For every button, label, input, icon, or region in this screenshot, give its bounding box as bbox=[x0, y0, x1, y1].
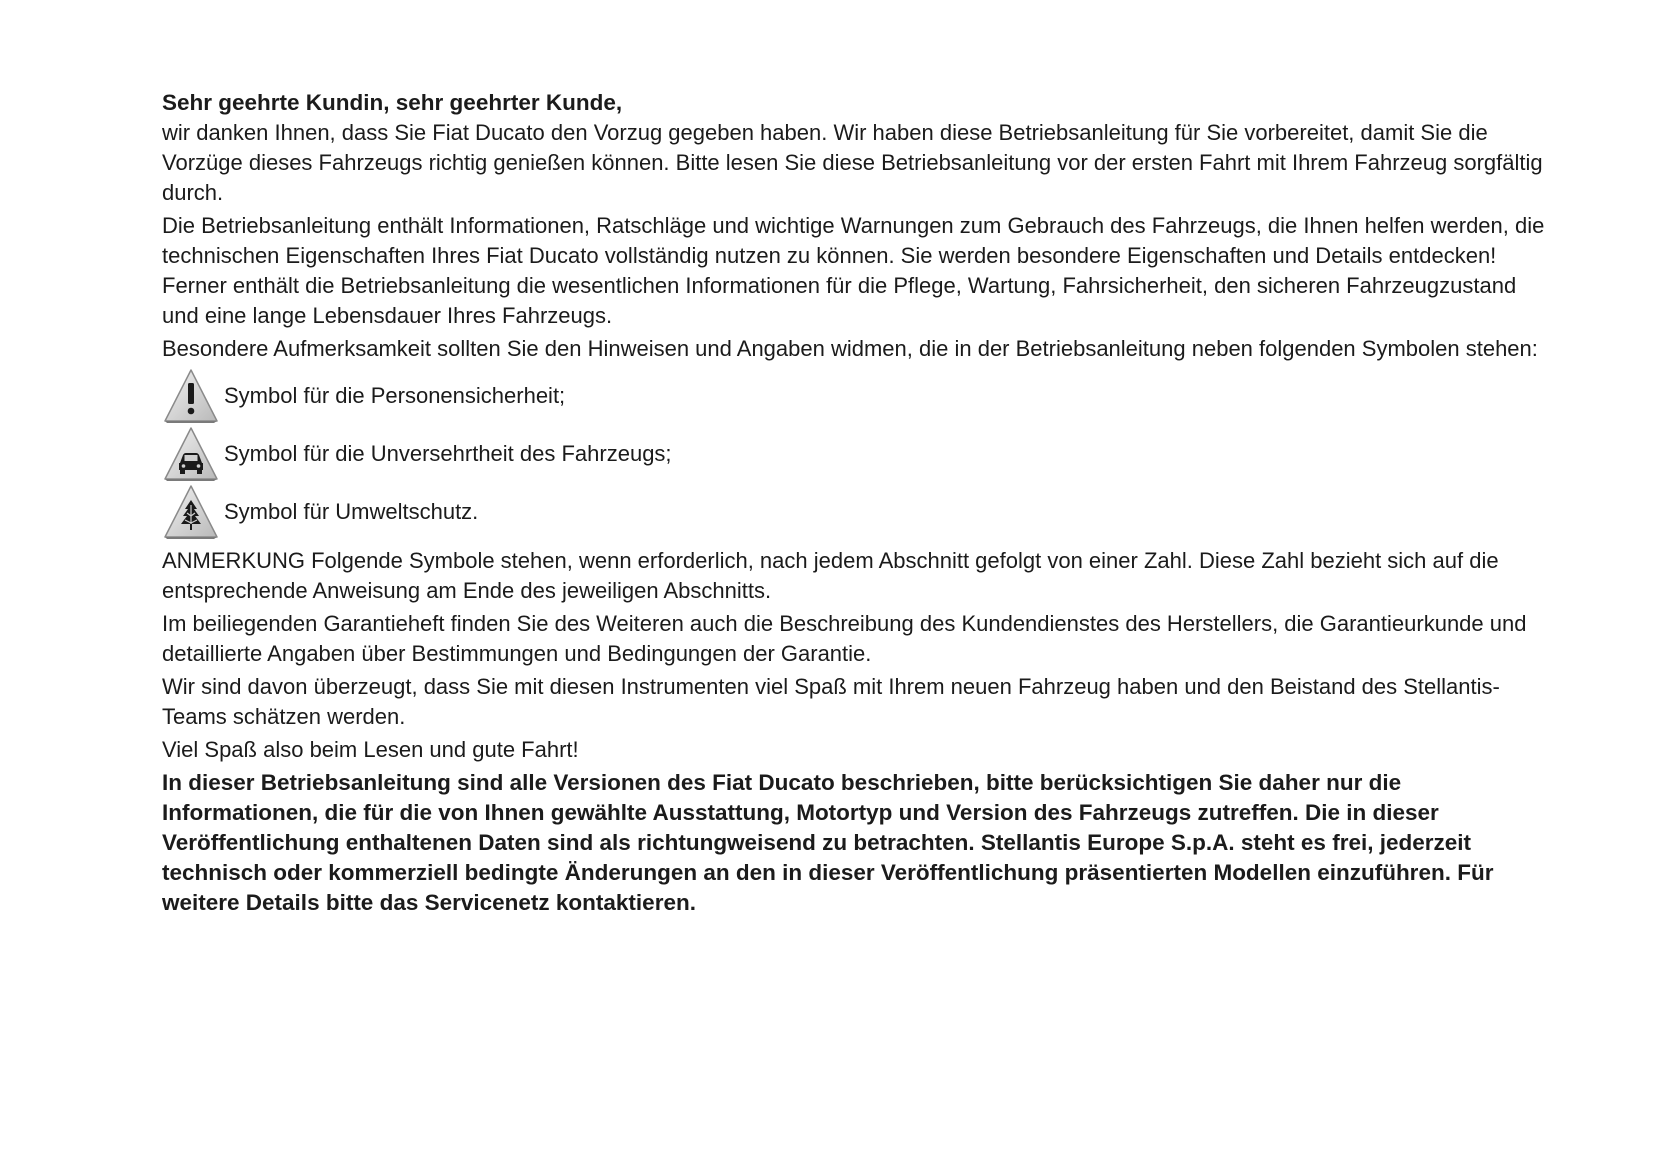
warranty-paragraph: Im beiliegenden Garantieheft finden Sie des Weiteren auch die Beschreibung des Kundendienstes des Herstellers, die Garantieurkunde und detaillierte Angaben über Bestimmungen und Bedingungen der Garantie. bbox=[162, 611, 1527, 666]
closing-paragraph: Wir sind davon überzeugt, dass Sie mit diesen Instrumenten viel Spaß mit Ihrem neuen Fahrzeug haben und den Beistand des Stellantis-Teams schätzen werden. bbox=[162, 674, 1500, 729]
symbol-item-personal-safety bbox=[162, 367, 1552, 425]
environment-tree-icon bbox=[162, 483, 220, 541]
symbol-list bbox=[162, 367, 1552, 541]
salutation-heading: Sehr geehrte Kundin, sehr geehrter Kunde, bbox=[162, 90, 623, 115]
symbol-item-vehicle-integrity bbox=[162, 425, 1552, 483]
symbol-item-environment bbox=[162, 483, 1552, 541]
warning-exclamation-icon bbox=[162, 367, 220, 425]
symbol-label: Symbol für die Unversehrtheit des Fahrzeugs; bbox=[224, 441, 672, 466]
disclaimer-paragraph: In dieser Betriebsanleitung sind alle Versionen des Fiat Ducato beschrieben, bitte berücksichtigen Sie daher nur die Informationen, die für die von Ihnen gewählte Ausstattung, Motortyp und Version des Fahrzeugs zutreffen. Die in dieser Veröffentlichung enthaltenen Daten sind als richtungweisend zu betrachten. Stellantis Europe S.p.A. steht es frei, jederzeit technisch oder kommerziell bedingte Änderungen an den in dieser Veröffentlichung präsentierten Modellen einzuführen. Für weitere Details bitte das Servicenetz kontaktieren. bbox=[162, 770, 1494, 915]
manual-page bbox=[162, 88, 1552, 918]
symbol-label: Symbol für die Personensicherheit; bbox=[224, 383, 566, 408]
vehicle-warning-icon bbox=[162, 425, 220, 483]
intro-paragraph: Besondere Aufmerksamkeit sollten Sie den Hinweisen und Angaben widmen, die in der Betriebsanleitung neben folgenden Symbolen stehen: bbox=[162, 336, 1538, 361]
note-paragraph: ANMERKUNG Folgende Symbole stehen, wenn erforderlich, nach jedem Abschnitt gefolgt von einer Zahl. Diese Zahl bezieht sich auf die entsprechende Anweisung am Ende des jeweiligen Abschnitts. bbox=[162, 548, 1499, 603]
farewell-paragraph: Viel Spaß also beim Lesen und gute Fahrt! bbox=[162, 737, 579, 762]
intro-paragraph: Die Betriebsanleitung enthält Informationen, Ratschläge und wichtige Warnungen zum Gebrauch des Fahrzeugs, die Ihnen helfen werden, die technischen Eigenschaften Ihres Fiat Ducato vollständig nutzen zu können. Sie werden besondere Eigenschaften und Details entdecken! Ferner enthält die Betriebsanleitung die wesentlichen Informationen für die Pflege, Wartung, Fahrsicherheit, den sicheren Fahrzeugzustand und eine lange Lebensdauer Ihres Fahrzeugs. bbox=[162, 213, 1545, 328]
symbol-label: Symbol für Umweltschutz. bbox=[224, 499, 479, 524]
intro-paragraph: wir danken Ihnen, dass Sie Fiat Ducato den Vorzug gegeben haben. Wir haben diese Betriebsanleitung für Sie vorbereitet, damit Sie die Vorzüge dieses Fahrzeugs richtig genießen können. Bitte lesen Sie diese Betriebsanleitung vor der ersten Fahrt mit Ihrem Fahrzeug sorgfältig durch. bbox=[162, 120, 1543, 205]
